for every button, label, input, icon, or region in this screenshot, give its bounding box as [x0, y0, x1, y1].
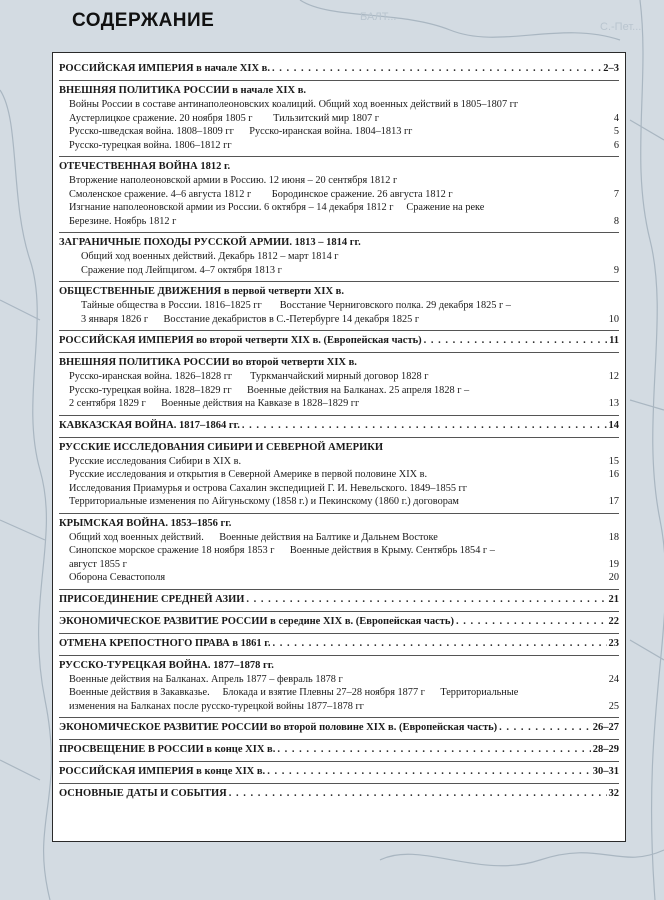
section-page-number: 11 [609, 335, 619, 346]
section-page-number: 21 [608, 593, 619, 605]
toc-section-heading [59, 721, 619, 735]
toc-entry [59, 215, 619, 229]
dot-leader [272, 637, 606, 651]
toc-entry [59, 455, 619, 469]
entry-text: Исследования Приамурья и острова Сахалин экспедицией Г. И. Невельского. 1849–1855 гг [69, 482, 468, 494]
toc-entry [59, 544, 619, 558]
map-watermark-petersburg: С.-Пет... [600, 21, 642, 33]
entry-text: Русско-турецкая война. 1828–1829 гг Военные действия на Балканах. 25 апреля 1828 г – [69, 384, 470, 396]
toc-section-heading [59, 659, 619, 673]
toc-section-heading [59, 160, 619, 174]
toc-section [59, 81, 619, 157]
toc-section-heading [59, 356, 619, 370]
section-title: ВНЕШНЯЯ ПОЛИТИКА РОССИИ в начале XIX в. [59, 85, 307, 96]
entry-text: Смоленское сражение. 4–6 августа 1812 г Бородинское сражение. 26 августа 1812 г [69, 188, 453, 200]
entry-page-number: 15 [608, 455, 619, 467]
entry-text: Оборона Севастополя [69, 572, 166, 583]
entry-page-number: 12 [608, 371, 619, 382]
toc-entry [59, 558, 619, 572]
toc-entry [59, 313, 619, 327]
toc-section [59, 740, 619, 762]
toc-entry [59, 188, 619, 202]
toc-section-heading [59, 84, 619, 98]
entry-text: Русско-иранская война. 1826–1828 гг Туркманчайский мирный договор 1828 г [69, 371, 429, 382]
entry-text: Русско-турецкая война. 1806–1812 гг [69, 139, 232, 151]
toc-section [59, 438, 619, 514]
section-page-number: 26–27 [592, 722, 619, 733]
toc-section-heading [59, 743, 619, 757]
entry-text: Русско-шведская война. 1808–1809 гг Русско-иранская война. 1804–1813 гг [69, 126, 413, 137]
entry-text: 3 января 1826 г Восстание декабристов в С.-Петербурге 14 декабря 1825 г [81, 313, 420, 325]
toc-section-heading [59, 637, 619, 651]
toc-section-heading [59, 419, 619, 433]
toc-section [59, 353, 619, 416]
page-title: СОДЕРЖАНИЕ [72, 10, 215, 31]
section-page-number: 2–3 [603, 63, 619, 74]
toc-entry [59, 264, 619, 278]
entry-text: Изгнание наполеоновской армии из России. 6 октября – 14 декабря 1812 г Сражение на реке [69, 202, 485, 213]
toc-section [59, 233, 619, 282]
section-page-number: 23 [608, 637, 619, 649]
entry-text: 2 сентября 1829 г Военные действия на Кавказе в 1828–1829 гг [69, 398, 360, 409]
toc-section-heading [59, 62, 619, 76]
dot-leader [272, 62, 601, 76]
toc-entry [59, 112, 619, 126]
entry-text: изменения на Балканах после русско-турецкой войны 1877–1878 гг [69, 700, 364, 712]
toc-section-heading [59, 285, 619, 299]
toc-section-heading [59, 334, 619, 348]
entry-text: Синопское морское сражение 18 ноября 1853 г Военные действия в Крыму. Сентябрь 1854 г – [69, 545, 495, 556]
section-page-number: 32 [608, 788, 619, 799]
toc-entry [59, 495, 619, 509]
table-of-contents [59, 59, 619, 805]
entry-page-number: 17 [608, 496, 619, 507]
entry-text: Аустерлицкое сражение. 20 ноября 1805 г Тильзитский мир 1807 г [69, 112, 380, 124]
section-title: ПРОСВЕЩЕНИЕ В РОССИИ в конце XIX в. [59, 744, 276, 755]
toc-section [59, 590, 619, 612]
toc-entry [59, 482, 619, 496]
entry-page-number: 19 [608, 558, 619, 570]
section-page-number: 22 [608, 615, 619, 627]
toc-section [59, 514, 619, 590]
entry-text: август 1855 г [69, 558, 127, 570]
dot-leader [246, 593, 606, 607]
section-title: ПРИСОЕДИНЕНИЕ СРЕДНЕЙ АЗИИ [59, 593, 245, 605]
toc-entry [59, 299, 619, 313]
section-page-number: 30–31 [592, 766, 619, 777]
entry-text: Военные действия на Балканах. Апрель 1877 – февраль 1878 г [69, 673, 343, 685]
dot-leader [424, 334, 607, 348]
entry-page-number: 8 [613, 215, 619, 227]
toc-section [59, 416, 619, 438]
entry-page-number: 10 [608, 313, 619, 325]
entry-page-number: 7 [613, 188, 619, 200]
toc-section-heading [59, 765, 619, 779]
entry-page-number: 24 [608, 673, 619, 685]
dot-leader [456, 615, 607, 629]
section-title: РОССИЙСКАЯ ИМПЕРИЯ во второй четверти XIX в. (Европейская часть) [59, 335, 422, 346]
entry-text: Войны России в составе антинаполеоновских коалиций. Общий ход военных действий в 1805–1807 гг [69, 99, 519, 110]
toc-section [59, 634, 619, 656]
dot-leader [277, 743, 590, 757]
section-title: РУССКО-ТУРЕЦКАЯ ВОЙНА. 1877–1878 гг. [59, 659, 274, 671]
toc-section [59, 157, 619, 233]
entry-text: Территориальные изменения по Айгуньскому (1858 г.) и Пекинскому (1860 г.) договорам [69, 496, 459, 507]
toc-entry [59, 531, 619, 545]
toc-section [59, 612, 619, 634]
entry-text: Вторжение наполеоновской армии в Россию. 12 июня – 20 сентября 1812 г [69, 175, 398, 186]
section-title: КРЫМСКАЯ ВОЙНА. 1853–1856 гг. [59, 517, 232, 529]
toc-entry [59, 139, 619, 153]
map-watermark-baltic: БАЛТ... [360, 11, 397, 23]
toc-section-heading [59, 787, 619, 801]
entry-page-number: 5 [613, 126, 619, 137]
section-title: ЗАГРАНИЧНЫЕ ПОХОДЫ РУССКОЙ АРМИИ. 1813 – 1814 гг. [59, 237, 361, 248]
toc-entry [59, 174, 619, 188]
entry-text: Общий ход военных действий. Военные действия на Балтике и Дальнем Востоке [69, 531, 438, 543]
toc-entry [59, 125, 619, 139]
entry-page-number: 6 [613, 139, 619, 151]
section-title: РУССКИЕ ИССЛЕДОВАНИЯ СИБИРИ И СЕВЕРНОЙ АМЕРИКИ [59, 441, 384, 453]
toc-section-heading [59, 593, 619, 607]
entry-page-number: 4 [613, 112, 619, 124]
section-title: ЭКОНОМИЧЕСКОЕ РАЗВИТИЕ РОССИИ в середине XIX в. (Европейская часть) [59, 615, 454, 627]
section-title: ОТЕЧЕСТВЕННАЯ ВОЙНА 1812 г. [59, 161, 231, 172]
entry-page-number: 18 [608, 531, 619, 543]
dot-leader [267, 765, 591, 779]
section-title: КАВКАЗСКАЯ ВОЙНА. 1817–1864 гг. [59, 419, 240, 431]
entry-page-number: 13 [608, 398, 619, 409]
entry-text: Тайные общества в России. 1816–1825 гг Восстание Черниговского полка. 29 декабря 1825 г – [81, 300, 511, 311]
section-title: ВНЕШНЯЯ ПОЛИТИКА РОССИИ во второй четверти XIX в. [59, 357, 357, 368]
toc-entry [59, 397, 619, 411]
entry-text: Сражение под Лейпцигом. 4–7 октября 1813 г [81, 264, 282, 276]
toc-section [59, 784, 619, 805]
section-title: ОТМЕНА КРЕПОСТНОГО ПРАВА в 1861 г. [59, 637, 271, 649]
section-page-number: 28–29 [592, 744, 619, 755]
section-title: ОБЩЕСТВЕННЫЕ ДВИЖЕНИЯ в первой четверти XIX в. [59, 286, 344, 297]
dot-leader [242, 419, 607, 433]
section-title: ЭКОНОМИЧЕСКОЕ РАЗВИТИЕ РОССИИ во второй половине XIX в. (Европейская часть) [59, 722, 498, 733]
toc-entry [59, 686, 619, 700]
toc-entry [59, 571, 619, 585]
toc-frame [52, 52, 626, 842]
toc-section-heading [59, 441, 619, 455]
toc-entry [59, 370, 619, 384]
entry-text: Военные действия в Закавказье. Блокада и взятие Плевны 27–28 ноября 1877 г Территориальные [69, 687, 519, 698]
section-page-number: 14 [608, 419, 619, 431]
dot-leader [229, 787, 607, 801]
entry-text: Березине. Ноябрь 1812 г [69, 215, 177, 227]
toc-section [59, 718, 619, 740]
section-title: РОССИЙСКАЯ ИМПЕРИЯ в конце XIX в. [59, 766, 266, 777]
section-title: ОСНОВНЫЕ ДАТЫ И СОБЫТИЯ [59, 788, 227, 799]
toc-entry [59, 673, 619, 687]
toc-entry [59, 384, 619, 398]
entry-text: Русские исследования и открытия в Северной Америке в первой половине XIX в. [69, 469, 428, 480]
toc-section-heading [59, 615, 619, 629]
entry-page-number: 16 [608, 469, 619, 480]
toc-section [59, 656, 619, 719]
entry-page-number: 20 [608, 572, 619, 583]
toc-entry [59, 700, 619, 714]
toc-section [59, 762, 619, 784]
entry-page-number: 9 [613, 264, 619, 276]
entry-text: Общий ход военных действий. Декабрь 1812 – март 1814 г [81, 251, 339, 262]
toc-entry [59, 250, 619, 264]
toc-section-heading [59, 517, 619, 531]
toc-section [59, 59, 619, 81]
entry-text: Русские исследования Сибири в XIX в. [69, 455, 242, 467]
section-title: РОССИЙСКАЯ ИМПЕРИЯ в начале XIX в. [59, 63, 270, 74]
toc-section [59, 331, 619, 353]
toc-entry [59, 98, 619, 112]
toc-section [59, 282, 619, 331]
entry-page-number: 25 [608, 700, 619, 712]
toc-section-heading [59, 236, 619, 250]
toc-entry [59, 468, 619, 482]
dot-leader [499, 721, 591, 735]
toc-entry [59, 201, 619, 215]
